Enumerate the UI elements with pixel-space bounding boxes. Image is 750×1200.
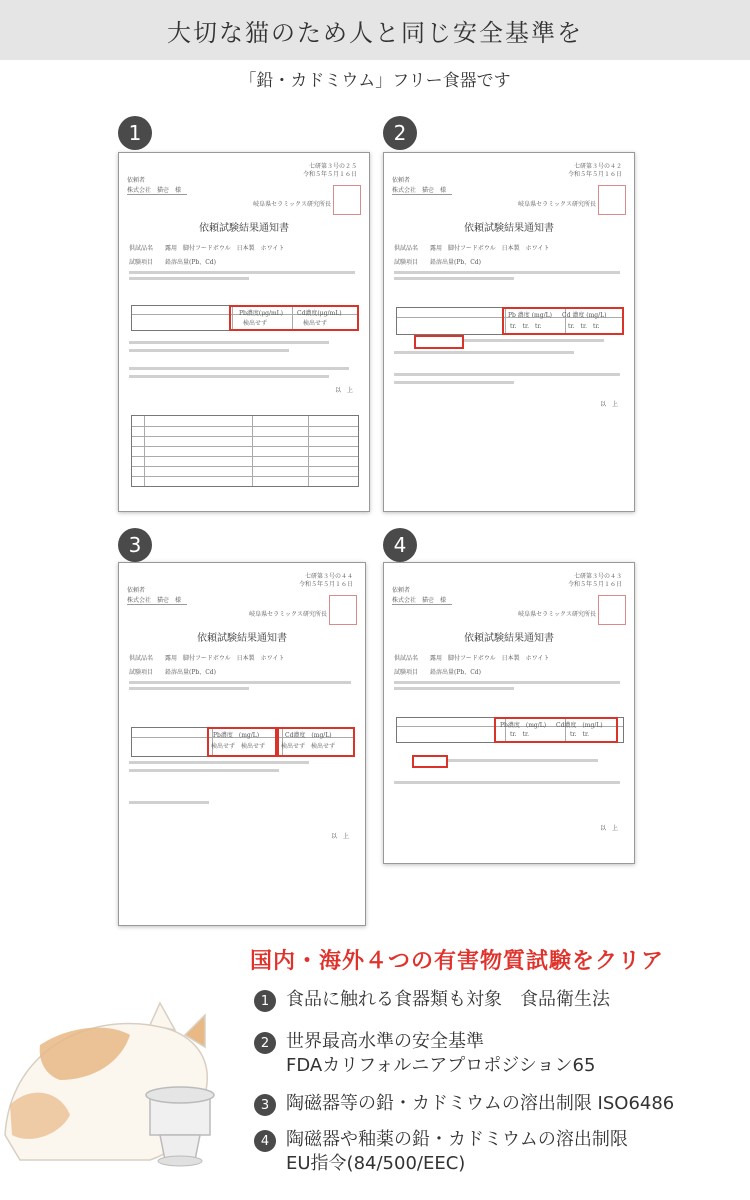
banner-title: 大切な猫のため人と同じ安全基準を [167,18,583,47]
summary-item-3 [254,1092,674,1116]
text-line [129,761,309,764]
divider [127,604,187,605]
doc-title: 依頼試験結果通知書 [464,223,554,234]
doc-sample: 供試品名 露用 脚付フードボウル 日本製 ホワイト [394,245,550,252]
text-line [394,373,620,376]
text-line [394,351,574,354]
subtitle: 「鉛・カドミウム」フリー食器です [239,71,511,91]
text-line [129,375,329,378]
text-line [129,687,249,690]
doc-item: 試験項目 鉛溶出量(Pb、Cd) [394,669,481,676]
text-line [394,687,514,690]
doc-issuer: 岐阜県セラミックス研究所長 [518,201,596,208]
doc-title: 依頼試験結果通知書 [464,633,554,644]
doc-item: 試験項目 鉛溶出量(Pb、Cd) [129,259,216,266]
item-text: 食品に触れる食器類も対象 食品衛生法 [286,989,610,1010]
value-cd: tr. tr. [570,731,590,738]
cat-illustration [0,985,250,1200]
text-line [394,277,514,280]
doc-sample: 供試品名 露用 脚付フードボウル 日本製 ホワイト [129,245,285,252]
doc-date: 令和５年５月１６日 [302,171,357,178]
doc-item: 試験項目 鉛溶出量(Pb、Cd) [394,259,481,266]
value-cd: tr. tr. tr. [568,323,600,330]
doc-date: 令和５年５月１６日 [567,581,622,588]
seal-stamp [598,185,626,215]
doc-date: 令和５年５月１６日 [298,581,353,588]
doc-code: 七研第３号の４４ [304,573,353,580]
item-number-badge: 4 [254,1130,276,1152]
text-line [464,339,604,342]
document-2 [383,152,635,512]
item-number-badge: 1 [254,990,276,1012]
summary-heading: 国内・海外４つの有害物質試験をクリア [250,949,665,974]
doc-client-label: 依頼者 [127,587,146,594]
header-banner [0,0,750,60]
text-line [394,381,514,384]
item-text: 陶磁器や釉薬の鉛・カドミウムの溶出制限 [286,1129,628,1150]
doc-item: 試験項目 鉛溶出量(Pb、Cd) [129,669,216,676]
doc-client: 株式会社 猫壱 様 [127,187,182,194]
divider [127,194,187,195]
item-number-badge: 3 [254,1094,276,1116]
text-line [394,271,620,274]
doc-issuer: 岐阜県セラミックス研究所長 [249,611,327,618]
table-header-pb: Pb 濃度 (mg/L) [508,312,552,319]
document-4 [383,562,635,864]
document-3 [118,562,366,926]
doc-3-number-badge: 3 [118,528,152,562]
doc-end: 以 上 [330,833,349,840]
item-text: 陶磁器等の鉛・カドミウムの溶出制限 ISO6486 [286,1093,675,1114]
divider [392,604,452,605]
document-1 [118,152,370,512]
reference-table [131,415,359,487]
doc-code: 七研第３号の４２ [573,163,622,170]
value-pb: tr. tr. tr. [510,323,542,330]
text-line [129,681,351,684]
table-header-pb: Pb濃度(μg/mL) [239,310,283,317]
table-header-cd: Cd濃度 (mg/L) [556,722,603,729]
doc-4-number-badge: 4 [383,528,417,562]
table-header-pb: Pb濃度 (mg/L) [213,732,260,739]
seal-stamp [333,185,361,215]
summary-item-2 [254,1030,595,1078]
item-text-line2: FDAカリフォルニアプロポジション65 [286,1055,596,1076]
seal-stamp [598,595,626,625]
note-highlight [412,755,448,768]
summary-item-1 [254,988,610,1012]
doc-code: 七研第３号の２５ [308,163,357,170]
table-header-cd: Cd濃度(μg/mL) [297,310,342,317]
text-line [129,801,209,804]
text-line [129,277,249,280]
doc-date: 令和５年５月１６日 [567,171,622,178]
doc-client: 株式会社 猫壱 様 [392,187,447,194]
doc-title: 依頼試験結果通知書 [199,223,289,234]
value-pb: tr. tr. [510,731,530,738]
text-line [129,367,349,370]
value-pb: 検出せず 検出せず [211,743,266,750]
text-line [394,681,620,684]
seal-stamp [329,595,357,625]
value-cd: 検出せず 検出せず [281,743,336,750]
doc-2-number-badge: 2 [383,116,417,150]
item-number-badge: 2 [254,1032,276,1054]
doc-1-number-badge: 1 [118,116,152,150]
doc-end: 以 上 [599,401,618,408]
value-cd: 検出せず [303,320,328,327]
doc-client-label: 依頼者 [392,587,411,594]
doc-issuer: 岐阜県セラミックス研究所長 [518,611,596,618]
note-highlight [414,335,464,349]
doc-end: 以 上 [599,825,618,832]
table-header-cd: Cd 濃度 (mg/L) [562,312,607,319]
summary-item-4 [254,1128,628,1176]
text-line [129,341,329,344]
value-pb: 検出せず [243,320,268,327]
text-line [129,349,289,352]
doc-sample: 供試品名 露用 脚付フードボウル 日本製 ホワイト [394,655,550,662]
doc-client: 株式会社 猫壱 様 [127,597,182,604]
table-header-pb: Pb濃度 (mg/L) [500,722,547,729]
divider [392,194,452,195]
text-line [448,759,598,762]
doc-end: 以 上 [334,387,353,394]
doc-title: 依頼試験結果通知書 [197,633,287,644]
text-line [394,781,620,784]
doc-client-label: 依頼者 [127,177,146,184]
text-line [129,769,279,772]
item-text: 世界最高水準の安全基準 [286,1031,484,1052]
text-line [129,271,355,274]
doc-issuer: 岐阜県セラミックス研究所長 [253,201,331,208]
item-text-line2: EU指令(84/500/EEC) [286,1153,466,1174]
table-header-cd: Cd濃度 (mg/L) [285,732,332,739]
doc-code: 七研第３号の４３ [573,573,622,580]
doc-sample: 供試品名 露用 脚付フードボウル 日本製 ホワイト [129,655,285,662]
doc-client: 株式会社 猫壱 様 [392,597,447,604]
doc-client-label: 依頼者 [392,177,411,184]
